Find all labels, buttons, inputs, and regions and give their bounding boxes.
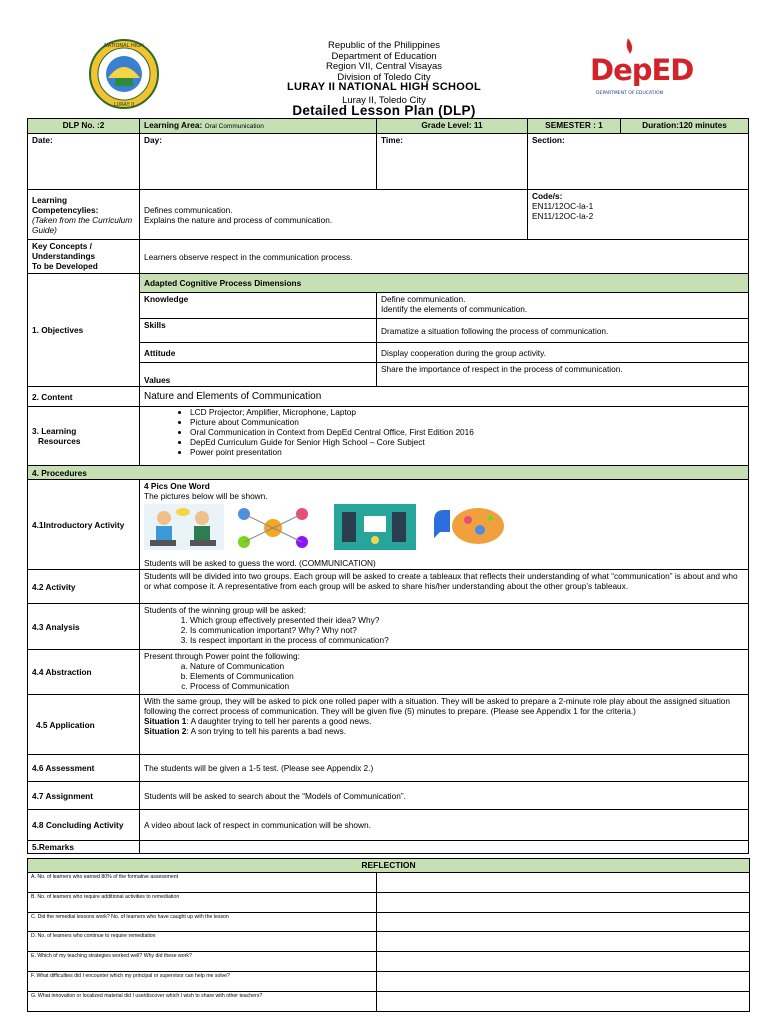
- remarks-row: [28, 841, 749, 854]
- reflection-answer[interactable]: [377, 991, 750, 1011]
- assessment-text: The students will be given a 1-5 test. (Please see Appendix 2.): [140, 755, 749, 782]
- assignment-label: 4.7 Assignment: [28, 782, 140, 810]
- situation-1-label: Situation 1: [144, 716, 187, 726]
- procedures-header: 4. Procedures: [28, 466, 749, 480]
- deped-logo: [588, 34, 694, 102]
- intro-title: 4 Pics One Word: [144, 481, 210, 491]
- reflection-row: [28, 932, 750, 952]
- abstraction-item: c. Process of Communication: [190, 681, 744, 691]
- competencies-items: [140, 190, 528, 240]
- reflection-question: E. Which of my teaching strategies worked well? Why did these work?: [28, 952, 377, 972]
- activity-label: 4.2 Activity: [28, 570, 140, 604]
- reflection-question: B. No. of learners who require additional activities to remediation: [28, 892, 377, 912]
- reflection-question: F. What difficulties did I encounter which my principal or supervisor can help me solve?: [28, 971, 377, 991]
- reflection-row: [28, 892, 750, 912]
- republic-line: Republic of the Philippines: [328, 40, 440, 51]
- codes-label: Code/s:: [532, 191, 563, 201]
- day-field[interactable]: Day:: [140, 134, 377, 190]
- application-label: 4.5 Application: [28, 695, 140, 755]
- reflection-answer[interactable]: [377, 952, 750, 972]
- objective-dim: Attitude: [140, 343, 377, 363]
- reflection-header: REFLECTION: [28, 859, 750, 873]
- content-value: Nature and Elements of Communication: [140, 387, 749, 407]
- reflection-answer[interactable]: [377, 971, 750, 991]
- reflection-answer[interactable]: [377, 892, 750, 912]
- concluding-text: A video about lack of respect in communication will be shown.: [140, 810, 749, 841]
- learning-area: [140, 119, 377, 134]
- abstraction-item: b. Elements of Communication: [190, 671, 744, 681]
- concluding-row: [28, 810, 749, 841]
- competencies-label-text: Learning Competencylies:: [32, 194, 99, 215]
- key-concepts-label-3: To be Developed: [32, 261, 98, 271]
- analysis-body: [140, 604, 749, 650]
- department-line: Department of Education: [331, 51, 437, 62]
- analysis-question: 2. Is communication important? Why? Why not?: [190, 625, 744, 635]
- abstraction-label: 4.4 Abstraction: [28, 650, 140, 695]
- intro-activity-body: [140, 480, 749, 570]
- objective-desc: Display cooperation during the group activity.: [377, 343, 749, 363]
- resource-item: • Power point presentation: [190, 447, 744, 457]
- document-title: Detailed Lesson Plan (DLP): [292, 103, 476, 118]
- resources-label-1: 3. Learning: [32, 426, 77, 436]
- resource-item: • Oral Communication in Context from DepEd Central Office, First Edition 2016: [190, 427, 744, 437]
- objective-dim: Skills: [140, 319, 377, 343]
- resources-list: [140, 407, 749, 466]
- objectives-label: 1. Objectives: [28, 274, 140, 387]
- reflection-table: [27, 858, 750, 1012]
- seal-text-top: NATIONAL HIGH: [104, 43, 144, 49]
- pic-digital-communication: [334, 504, 416, 550]
- competencies-label-sub: (Taken from the Curriculum Guide): [32, 214, 133, 235]
- procedures-header-row: [28, 466, 749, 480]
- key-concepts-row: [28, 240, 749, 274]
- abstraction-body: [140, 650, 749, 695]
- resource-item: • Picture about Communication: [190, 417, 744, 427]
- objective-desc-line: Identify the elements of communication.: [381, 304, 528, 314]
- assignment-row: [28, 782, 749, 810]
- application-text: With the same group, they will be asked to pick one rolled paper with a situation. They will be asked to prepare a 2-minute role play about the assigned situation following the correct process of communication. They will be given five (5) minutes to prepare. (Please see Appendix 1 for the criteria.): [144, 696, 731, 716]
- competency-codes: [528, 190, 749, 240]
- intro-activity-label: 4.1Introductory Activity: [28, 480, 140, 570]
- learning-area-value: Oral Communication: [204, 123, 264, 130]
- objective-dim: Values: [140, 363, 377, 387]
- seal-text-bottom: LURAY II: [113, 102, 135, 108]
- resource-item: • LCD Projector; Amplifier, Microphone, Laptop: [190, 407, 744, 417]
- competencies-row: [28, 190, 749, 240]
- intro-after: Students will be asked to guess the word. (COMMUNICATION): [144, 558, 376, 568]
- reflection-row: [28, 873, 750, 893]
- analysis-intro: Students of the winning group will be asked:: [144, 605, 306, 615]
- division-line: Division of Toledo City: [337, 72, 431, 83]
- deped-logo-subtext: DEPARTMENT OF EDUCATION: [596, 91, 664, 96]
- key-concepts-value: Learners observe respect in the communication process.: [140, 240, 749, 274]
- reflection-row: [28, 952, 750, 972]
- school-name: LURAY II NATIONAL HIGH SCHOOL: [286, 81, 482, 93]
- info-bar: [28, 119, 749, 134]
- analysis-label: 4.3 Analysis: [28, 604, 140, 650]
- activity-text: Students will be divided into two groups. Each group will be asked to create a tableaux that reflects their understanding of what “communication” is about and who or what compose it. A representative from each group will be asked to share his/her understanding about the other group’s tableaux.: [140, 570, 749, 604]
- dlp-table: [27, 118, 749, 854]
- duration: Duration:120 minutes: [621, 119, 749, 134]
- situation-2-text: : A son trying to tell his parents a bad news.: [186, 726, 346, 736]
- objective-dim: Knowledge: [140, 293, 377, 319]
- objective-desc: Dramatize a situation following the process of communication.: [377, 319, 749, 343]
- abstraction-item: a. Nature of Communication: [190, 661, 744, 671]
- application-row: [28, 695, 749, 755]
- analysis-question: 1. Which group effectively presented their idea? Why?: [190, 615, 744, 625]
- code-item: EN11/12OC-Ia-2: [532, 211, 594, 221]
- situation-1-text: : A daughter trying to tell her parents a good news.: [186, 716, 372, 726]
- reflection-row: [28, 991, 750, 1011]
- remarks-value[interactable]: [140, 841, 749, 854]
- application-body: [140, 695, 749, 755]
- pic-people-talking: [144, 504, 224, 550]
- region-line: Region VII, Central Visayas: [326, 61, 442, 72]
- four-pics-strip: [144, 504, 744, 556]
- school-address: Luray II, Toledo City: [342, 95, 426, 106]
- analysis-question: 3. Is respect important in the process of communication?: [190, 635, 744, 645]
- situation-2: [144, 726, 744, 736]
- section-field[interactable]: Section:: [528, 134, 749, 190]
- learning-area-label: Learning Area:: [144, 120, 203, 130]
- resource-item: • DepEd Curriculum Guide for Senior High School – Core Subject: [190, 437, 744, 447]
- pic-speech-bubbles: [430, 504, 506, 550]
- key-concepts-label-2: Understandings: [32, 251, 96, 261]
- reflection-row: [28, 912, 750, 932]
- objective-desc: [377, 293, 749, 319]
- reflection-question: A. No. of learners who earned 80% of the formative assessment: [28, 873, 377, 893]
- assessment-label: 4.6 Assessment: [28, 755, 140, 782]
- code-item: EN11/12OC-Ia-1: [532, 201, 594, 211]
- assignment-text: Students will be asked to search about the “Models of Communication”.: [140, 782, 749, 810]
- reflection-answer[interactable]: [377, 873, 750, 893]
- time-field[interactable]: Time:: [377, 134, 528, 190]
- key-concepts-label-1: Key Concepts /: [32, 241, 92, 251]
- intro-activity-row: [28, 480, 749, 570]
- deped-logo-text: DepED: [590, 53, 694, 87]
- assessment-row: [28, 755, 749, 782]
- competency-item: Defines communication.: [144, 204, 233, 215]
- reflection-question: G. What innovation or localized material did I use/discover which I wish to share with other teachers?: [28, 991, 377, 1011]
- competencies-label: [28, 190, 140, 240]
- concluding-label: 4.8 Concluding Activity: [28, 810, 140, 841]
- abstraction-row: [28, 650, 749, 695]
- situation-2-label: Situation 2: [144, 726, 187, 736]
- content-row: [28, 387, 749, 407]
- pic-network-devices: [230, 504, 316, 550]
- activity-row: [28, 570, 749, 604]
- content-label: 2. Content: [28, 387, 140, 407]
- objective-desc: Share the importance of respect in the process of communication.: [377, 363, 749, 387]
- objectives-header-row: [28, 274, 749, 293]
- grade-level: Grade Level: 11: [377, 119, 528, 134]
- resources-label-2: Resources: [38, 436, 81, 446]
- document-header: [0, 0, 768, 118]
- situation-1: [144, 716, 744, 726]
- date-row: [28, 134, 749, 190]
- resources-row: [28, 407, 749, 466]
- objectives-header: Adapted Cognitive Process Dimensions: [140, 274, 749, 293]
- reflection-answer[interactable]: [377, 932, 750, 952]
- reflection-answer[interactable]: [377, 912, 750, 932]
- abstraction-intro: Present through Power point the following:: [144, 651, 300, 661]
- date-field[interactable]: Date:: [28, 134, 140, 190]
- objective-desc-line: Define communication.: [381, 294, 466, 304]
- reflection-question: D. No. of learners who continue to require remediation: [28, 932, 377, 952]
- semester: SEMESTER : 1: [528, 119, 621, 134]
- resources-label: [28, 407, 140, 466]
- reflection-row: [28, 971, 750, 991]
- intro-line: The pictures below will be shown.: [144, 491, 268, 501]
- key-concepts-label: [28, 240, 140, 274]
- competency-item: Explains the nature and process of communication.: [144, 214, 333, 225]
- analysis-row: [28, 604, 749, 650]
- remarks-label: 5.Remarks: [28, 841, 140, 854]
- reflection-question: C. Did the remedial lessons work? No. of learners who have caught up with the lesson: [28, 912, 377, 932]
- dlp-no: DLP No. :2: [28, 119, 140, 134]
